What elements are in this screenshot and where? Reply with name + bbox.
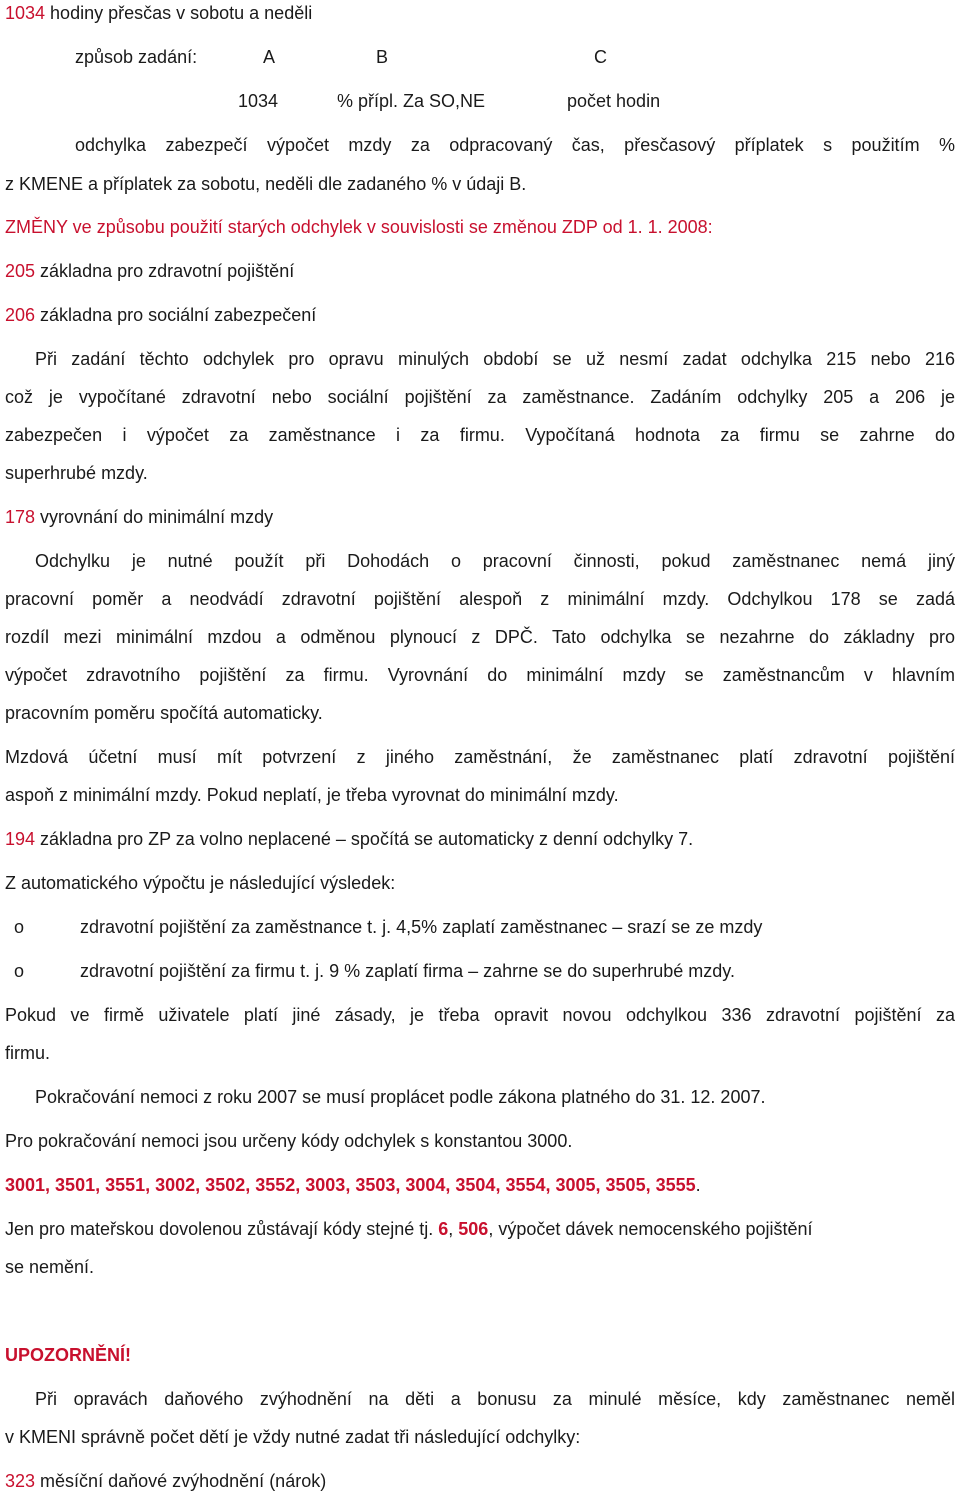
- paragraph-7-sep: ,: [448, 1219, 459, 1239]
- column-b-label: B: [376, 47, 389, 67]
- column-a-value: 1034: [238, 91, 279, 111]
- code-506: 506: [458, 1219, 489, 1239]
- paragraph-2-line1: Odchylku je nutné použít při Dohodách o pracovní činnosti, pokud zaměstnanec nemá jiný: [35, 551, 955, 571]
- paragraph-2-line4: výpočet zdravotního pojištění za firmu. Vyrovnání do minimální mzdy se zaměstnancům v hlavním: [5, 665, 955, 685]
- paragraph-8-line2: v KMENI správně počet dětí je vždy nutné zadat tři následující odchylky:: [5, 1427, 581, 1447]
- section-178-text: vyrovnání do minimální mzdy: [35, 507, 274, 527]
- paragraph-2-line2: pracovní poměr a neodvádí zdravotní pojištění alespoň z minimální mzdy. Odchylkou 178 se zadá: [5, 589, 955, 609]
- paragraph-1-line1: Při zadání těchto odchylek pro opravu minulých období se už nesmí zadat odchylka 215 nebo 216: [35, 349, 955, 369]
- section-323-text: měsíční daňové zvýhodnění (nárok): [35, 1471, 327, 1491]
- column-c-label: C: [594, 47, 607, 67]
- column-a-label: A: [263, 47, 276, 67]
- changes-heading: ZMĚNY ve způsobu použití starých odchylek v souvislosti se změnou ZDP od 1. 1. 2008:: [5, 217, 713, 237]
- column-b-value: % přípl. Za SO,NE: [337, 91, 486, 111]
- bullet-item-employee: zdravotní pojištění za zaměstnance t. j. 4,5% zaplatí zaměstnanec – srazí se ze mzdy: [80, 917, 763, 937]
- auto-result-heading: Z automatického výpočtu je následující výsledek:: [5, 873, 396, 893]
- paragraph-8-line1: Při opravách daňového zvýhodnění na děti a bonusu za minulé měsíce, kdy zaměstnanec neměl: [35, 1389, 955, 1409]
- warning-heading: UPOZORNĚNÍ!: [5, 1345, 131, 1365]
- paragraph-1-line2: což je vypočítané zdravotní nebo sociální pojištění za zaměstnance. Zadáním odchylky 205 a 206 je: [5, 387, 955, 407]
- code-178: 178: [5, 507, 36, 527]
- section-194: [5, 828, 955, 850]
- paragraph-5: Pokračování nemoci z roku 2007 se musí proplácet podle zákona platného do 31. 12. 2007.: [35, 1087, 766, 1107]
- section-1034-desc-line2: z KMENE a příplatek za sobotu, neděli dle zadaného % v údaji B.: [5, 174, 527, 194]
- column-c-value: počet hodin: [567, 91, 661, 111]
- bullet-item-firm: zdravotní pojištění za firmu t. j. 9 % zaplatí firma – zahrne se do superhrubé mzdy.: [80, 961, 735, 981]
- paragraph-2-line5: pracovním poměru spočítá automaticky.: [5, 703, 323, 723]
- section-194-text: základna pro ZP za volno neplacené – spočítá se automaticky z denní odchylky 7.: [35, 829, 694, 849]
- paragraph-3-line1: Mzdová účetní musí mít potvrzení z jiného zaměstnání, že zaměstnanec platí zdravotní pojištění: [5, 747, 955, 767]
- section-1034-heading: [5, 2, 955, 24]
- code-1034: 1034: [5, 3, 46, 23]
- section-1034-desc-line1: odchylka zabezpečí výpočet mzdy za odpracovaný čas, přesčasový příplatek s použitím %: [75, 135, 955, 155]
- paragraph-7-post: , výpočet dávek nemocenského pojištění: [488, 1219, 813, 1239]
- code-206: 206: [5, 305, 36, 325]
- paragraph-7-line2: se nemění.: [5, 1257, 95, 1277]
- code-6: 6: [438, 1219, 449, 1239]
- codes-list-values: 3001, 3501, 3551, 3002, 3502, 3552, 3003, 3503, 3004, 3504, 3554, 3005, 3505, 3555: [5, 1175, 696, 1195]
- paragraph-2-line3: rozdíl mezi minimální mzdou a odměnou plynoucí z DPČ. Tato odchylka se nezahrne do základny pro: [5, 627, 955, 647]
- paragraph-3-line2: aspoň z minimální mzdy. Pokud neplatí, je třeba vyrovnat do minimální mzdy.: [5, 785, 619, 805]
- paragraph-1-line4: superhrubé mzdy.: [5, 463, 148, 483]
- codes-list: [5, 1174, 955, 1196]
- code-205: 205: [5, 261, 36, 281]
- section-206-text: základna pro sociální zabezpečení: [35, 305, 317, 325]
- section-205-text: základna pro zdravotní pojištění: [35, 261, 295, 281]
- section-323: [5, 1470, 955, 1492]
- paragraph-1-line3: zabezpečen i výpočet za zaměstnance i za firmu. Vypočítaná hodnota za firmu se zahrne do: [5, 425, 955, 445]
- section-205: [5, 260, 955, 282]
- paragraph-6: Pro pokračování nemoci jsou určeny kódy odchylek s konstantou 3000.: [5, 1131, 573, 1151]
- mode-label: způsob zadání:: [75, 47, 198, 67]
- paragraph-4-line2: firmu.: [5, 1043, 50, 1063]
- bullet-marker: o: [14, 961, 25, 981]
- bullet-marker: o: [14, 917, 25, 937]
- paragraph-7-line1: [5, 1218, 955, 1240]
- paragraph-4-line1: Pokud ve firmě uživatele platí jiné zásady, je třeba opravit novou odchylkou 336 zdravotní pojištění za: [5, 1005, 955, 1025]
- paragraph-7-pre: Jen pro mateřskou dovolenou zůstávají kódy stejné tj.: [5, 1219, 439, 1239]
- codes-list-end: .: [695, 1175, 701, 1195]
- section-178: [5, 506, 955, 528]
- code-323: 323: [5, 1471, 36, 1491]
- section-206: [5, 304, 955, 326]
- code-194: 194: [5, 829, 36, 849]
- section-1034-title: hodiny přesčas v sobotu a neděli: [45, 3, 313, 23]
